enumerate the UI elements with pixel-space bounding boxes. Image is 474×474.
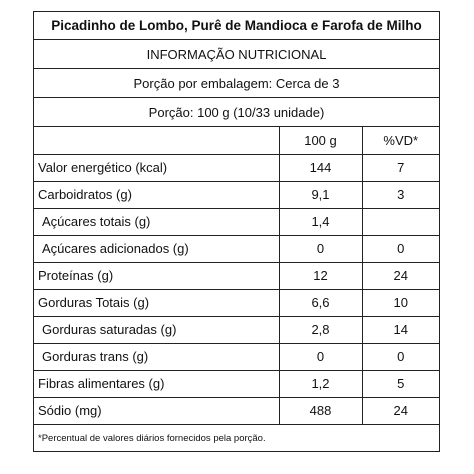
nutrient-amount: 144 [279, 154, 362, 181]
table-row [34, 208, 439, 235]
nutrient-dv: 0 [362, 343, 439, 370]
table-row [34, 154, 439, 181]
nutrient-amount: 1,4 [279, 208, 362, 235]
nutrient-amount: 0 [279, 235, 362, 262]
column-header-amount: 100 g [279, 127, 362, 154]
nutrient-dv: 7 [362, 154, 439, 181]
nutrition-header: INFORMAÇÃO NUTRICIONAL [34, 40, 439, 69]
nutrient-dv: 0 [362, 235, 439, 262]
nutrient-amount: 1,2 [279, 370, 362, 397]
nutrient-amount: 6,6 [279, 289, 362, 316]
nutrient-amount: 0 [279, 343, 362, 370]
nutrient-dv: 24 [362, 397, 439, 424]
nutrient-amount: 488 [279, 397, 362, 424]
nutrient-label: Açúcares adicionados (g) [34, 235, 279, 262]
nutrient-label: Fibras alimentares (g) [34, 370, 279, 397]
nutrient-label: Sódio (mg) [34, 397, 279, 424]
footnote: *Percentual de valores diários fornecidos pela porção. [38, 432, 266, 444]
nutrient-dv: 3 [362, 181, 439, 208]
table-row [34, 397, 439, 424]
column-header-nutrient [34, 127, 279, 154]
nutrition-facts-panel [33, 11, 440, 452]
table-row [34, 235, 439, 262]
nutrient-label: Açúcares totais (g) [34, 208, 279, 235]
nutrient-label: Gorduras Totais (g) [34, 289, 279, 316]
nutrient-amount: 2,8 [279, 316, 362, 343]
nutrient-dv [362, 208, 439, 235]
nutrient-dv: 5 [362, 370, 439, 397]
table-row [34, 262, 439, 289]
nutrient-label: Carboidratos (g) [34, 181, 279, 208]
table-row [34, 181, 439, 208]
table-row [34, 370, 439, 397]
portions-per-package: Porção por embalagem: Cerca de 3 [34, 69, 439, 98]
nutrient-label: Proteínas (g) [34, 262, 279, 289]
table-row [34, 289, 439, 316]
nutrient-label: Valor energético (kcal) [34, 154, 279, 181]
table-row [34, 343, 439, 370]
nutrition-table [34, 127, 439, 425]
portion-size: Porção: 100 g (10/33 unidade) [34, 98, 439, 127]
nutrient-dv: 24 [362, 262, 439, 289]
nutrient-label: Gorduras trans (g) [34, 343, 279, 370]
product-title: Picadinho de Lombo, Purê de Mandioca e Farofa de Milho [34, 12, 439, 40]
nutrient-dv: 14 [362, 316, 439, 343]
table-header-row [34, 127, 439, 154]
nutrient-label: Gorduras saturadas (g) [34, 316, 279, 343]
nutrient-dv: 10 [362, 289, 439, 316]
table-row [34, 316, 439, 343]
nutrient-amount: 9,1 [279, 181, 362, 208]
nutrient-amount: 12 [279, 262, 362, 289]
column-header-dv: %VD* [362, 127, 439, 154]
